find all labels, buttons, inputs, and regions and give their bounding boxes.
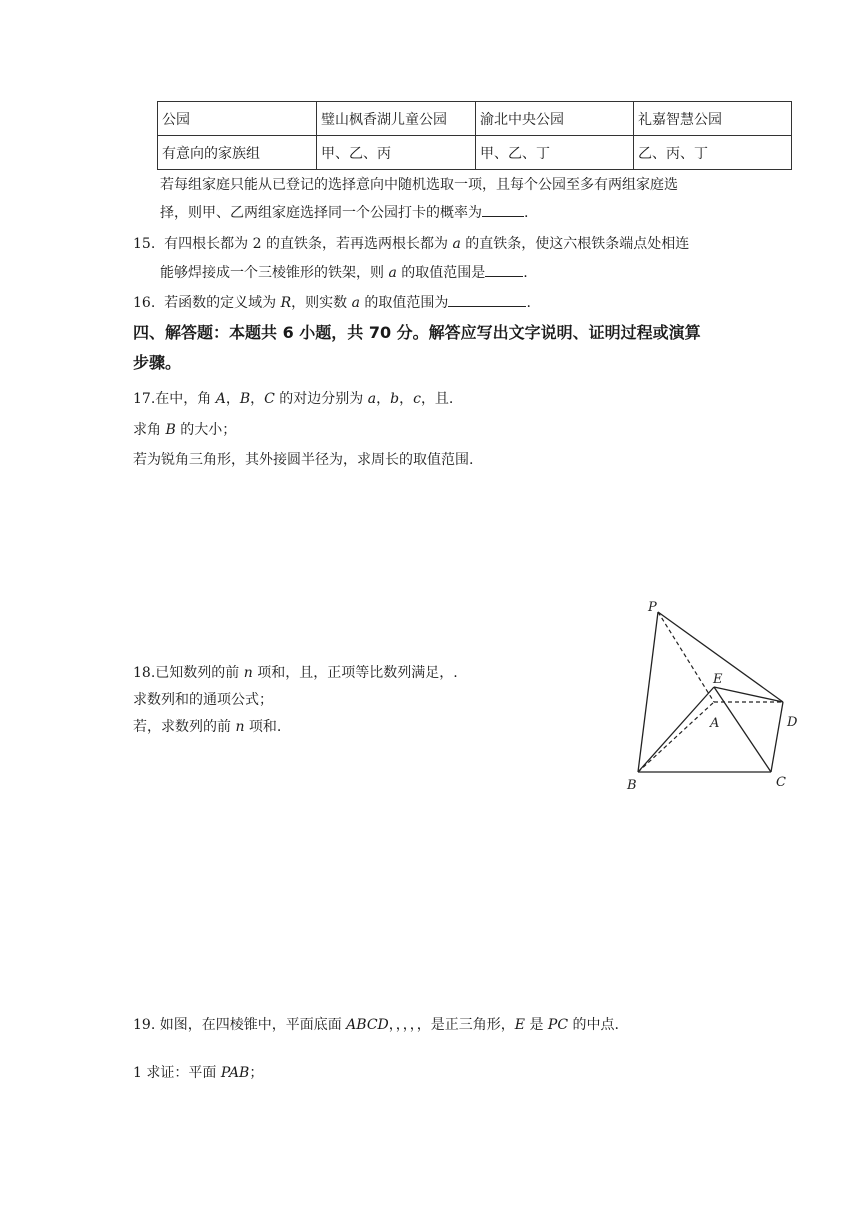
var-A: A bbox=[215, 391, 226, 407]
q15-text: 的取值范围是 bbox=[396, 265, 486, 281]
table-cell: 甲、乙、丙 bbox=[317, 136, 476, 170]
var-b: b bbox=[390, 391, 400, 407]
table-cell: 乙、丙、丁 bbox=[634, 136, 792, 170]
q18-text: 项和. bbox=[244, 719, 282, 735]
q18-text: 若，求数列的前 bbox=[133, 719, 236, 735]
answer-blank bbox=[448, 292, 526, 307]
edge-pb bbox=[638, 612, 658, 772]
var-e: E bbox=[514, 1017, 526, 1033]
q14-line2 bbox=[160, 202, 528, 222]
var-a: a bbox=[367, 391, 377, 407]
var-pc: PC bbox=[547, 1017, 569, 1033]
pyramid-figure bbox=[610, 595, 810, 800]
q17-line1 bbox=[133, 388, 453, 408]
q17-text: 的大小； bbox=[175, 422, 237, 438]
q18-line3 bbox=[133, 716, 281, 736]
label-p: P bbox=[648, 600, 657, 615]
sep: ， bbox=[399, 391, 414, 407]
q17-text: 求角 bbox=[133, 422, 166, 438]
q18-text: 18.已知数列的前 bbox=[133, 665, 244, 681]
q18-line1 bbox=[133, 662, 458, 682]
q16-end: . bbox=[526, 295, 531, 311]
var-abcd: ABCD bbox=[346, 1017, 389, 1033]
answer-blank bbox=[482, 202, 524, 217]
label-e: E bbox=[713, 672, 723, 687]
table-cell: 有意向的家族组 bbox=[158, 136, 317, 170]
q19-text: 19. 如图，在四棱锥中，平面底面 bbox=[133, 1017, 347, 1033]
var-a: a bbox=[351, 295, 360, 311]
q19-line2 bbox=[133, 1062, 263, 1082]
edge-be bbox=[638, 687, 714, 772]
q15-text: 能够焊接成一个三棱锥形的铁架，则 bbox=[160, 265, 389, 281]
q19-text: ； bbox=[249, 1065, 264, 1081]
q19-text: ，，，，，是正三角形， bbox=[388, 1017, 515, 1033]
label-a: A bbox=[710, 716, 720, 731]
sep: ， bbox=[250, 391, 265, 407]
table-cell: 甲、乙、丁 bbox=[476, 136, 634, 170]
section-heading: 四、解答题：本题共 6 小题，共 70 分。解答应写出文字说明、证明过程或演算 bbox=[133, 323, 701, 342]
var-n: n bbox=[235, 719, 245, 735]
q18-text: 项和，且，正项等比数列满足，. bbox=[252, 665, 458, 681]
edge-pa-hidden bbox=[658, 612, 714, 702]
q15-end: . bbox=[523, 265, 528, 281]
var-c: c bbox=[413, 391, 421, 407]
var-a: a bbox=[388, 265, 397, 281]
q19-text: 是 bbox=[525, 1017, 548, 1033]
table-cell: 公园 bbox=[158, 102, 317, 136]
q16-text: 若函数的定义域为 bbox=[164, 295, 281, 311]
var-a: a bbox=[452, 236, 461, 252]
q15-line2 bbox=[160, 262, 528, 282]
q14-end: . bbox=[524, 205, 529, 221]
sep: ， bbox=[225, 391, 240, 407]
edge-ec bbox=[714, 687, 771, 772]
q16-text: ，则实数 bbox=[291, 295, 352, 311]
q19-line1 bbox=[133, 1014, 619, 1034]
answer-blank bbox=[485, 262, 523, 277]
q17-line3: 若为锐角三角形，其外接圆半径为，求周长的取值范围. bbox=[133, 452, 474, 468]
var-C: C bbox=[264, 391, 275, 407]
var-B: B bbox=[239, 391, 251, 407]
q16-line bbox=[133, 292, 531, 312]
q15-line1 bbox=[133, 233, 689, 253]
q16-text: 的取值范围为 bbox=[359, 295, 449, 311]
q19-text: 的中点. bbox=[568, 1017, 619, 1033]
table-cell: 璧山枫香湖儿童公园 bbox=[317, 102, 476, 136]
q14-text: 择，则甲、乙两组家庭选择同一个公园打卡的概率为 bbox=[160, 205, 482, 221]
q19-text: 1 求证：平面 bbox=[133, 1065, 221, 1081]
q17-line2 bbox=[133, 419, 236, 439]
table-cell: 礼嘉智慧公园 bbox=[634, 102, 792, 136]
var-n: n bbox=[243, 665, 253, 681]
q18-line2: 求数列和的通项公式； bbox=[133, 692, 273, 708]
q14-line1: 若每组家庭只能从已登记的选择意向中随机选取一项，且每个公园至多有两组家庭选 bbox=[160, 177, 678, 193]
table-row bbox=[158, 102, 792, 136]
q17-text: 17.在中，角 bbox=[133, 391, 216, 407]
label-c: C bbox=[776, 775, 786, 790]
q17-text: ，且. bbox=[420, 391, 454, 407]
label-b: B bbox=[627, 778, 637, 793]
table-row bbox=[158, 136, 792, 170]
q15-text: 有四根长都为 2 的直铁条，若再选两根长都为 bbox=[164, 236, 453, 252]
table-cell: 渝北中央公园 bbox=[476, 102, 634, 136]
q17-text: 的对边分别为 bbox=[274, 391, 368, 407]
q15-text: 的直铁条，使这六根铁条端点处相连 bbox=[460, 236, 690, 252]
parks-table bbox=[157, 101, 792, 170]
section-heading-cont: 步骤。 bbox=[133, 353, 182, 372]
label-d: D bbox=[787, 715, 798, 730]
q16-number: 16. bbox=[133, 295, 156, 311]
var-R: R bbox=[280, 295, 292, 311]
edge-ba-hidden bbox=[638, 702, 714, 772]
var-B: B bbox=[165, 422, 176, 438]
var-pab: PAB bbox=[220, 1065, 250, 1081]
sep: ， bbox=[376, 391, 391, 407]
edge-cd bbox=[771, 702, 783, 772]
q15-number: 15. bbox=[133, 236, 156, 252]
